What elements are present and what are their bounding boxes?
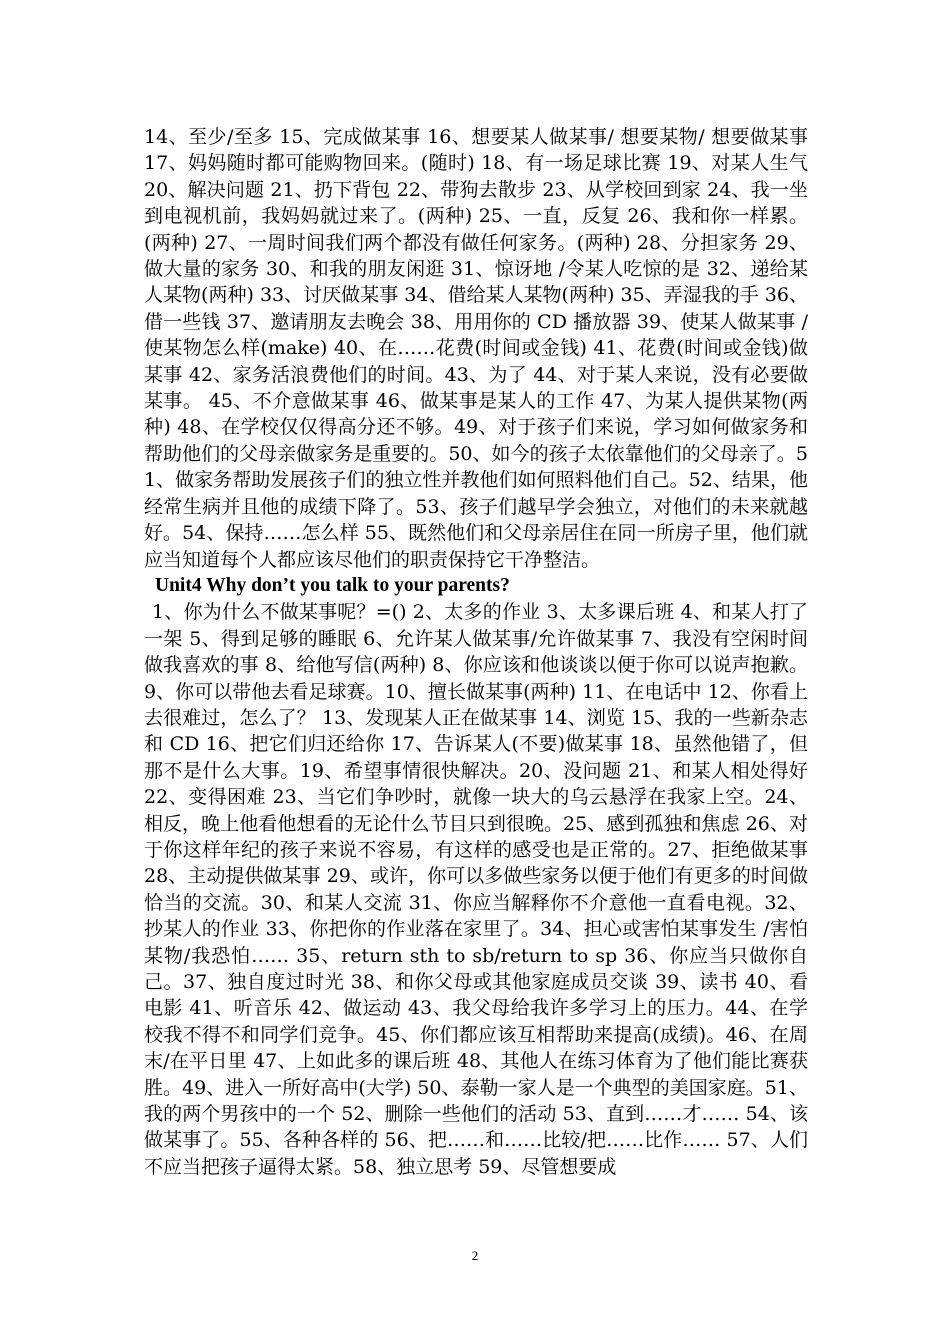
unit4-phrase-list: 1、你为什么不做某事呢？=() 2、太多的作业 3、太多课后班 4、和某人打了一架 5、得到足够的睡眠 6、允许某人做某事/允许做某事 7、我没有空闲时间做我喜欢的事 8、给他写信(两种) 8、你应该和他谈谈以便于你可以说声抱歉。9、你可以带他去看足球赛。10、擅长做某事(两种) 11、在电话中 12、你看上去很难过，怎么了？ 13、发现某人正在做某事 14、浏览 15、我的一些新杂志和 CD 16、把它们归还给你 17、告诉某人(不要)做某事 18、虽然他错了，但那不是什么大事。19、希望事情很快解决。20、没问题 21、和某人相处得好 22、变得困难 23、当它们争吵时，就像一块大的乌云悬浮在我家上空。24、相反，晚上他看他想看的无论什么节目只到很晚。25、感到孤独和焦虑 26、对于你这样年纪的孩子来说不容易，有这样的感受也是正常的。27、拒绝做某事 28、主动提供做某事 29、或许，你可以多做些家务以便于他们有更多的时间做恰当的交流。30、和某人交流 31、你应当解释你不介意他一直看电视。32、抄某人的作业 33、你把你的作业落在家里了。34、担心或害怕某事发生 /害怕某物/我恐怕…… 35、return sth to sb/return to sp 36、你应当只做你自己。37、独自度过时光 38、和你父母或其他家庭成员交谈 39、读书 40、看电影 41、听音乐 42、做运动 43、我父母给我许多学习上的压力。44、在学校我不得不和同学们竞争。45、你们都应该互相帮助来提高(成绩)。46、在周末/在平日里 47、上如此多的课后班 48、其他人在练习体育为了他们能比赛获胜。49、进入一所好高中(大学) 50、泰勒一家人是一个典型的美国家庭。51、我的两个男孩中的一个 52、删除一些他们的活动 53、直到……才…… 54、该做某事了。55、各种各样的 56、把……和……比较/把……比作…… 57、人们不应当把孩子逼得太紧。58、独立思考 59、尽管想要成 [144, 601, 808, 1178]
unit3-phrase-list: 14、至少/至多 15、完成做某事 16、想要某人做某事/ 想要某物/ 想要做某事 17、妈妈随时都可能购物回来。(随时) 18、有一场足球比赛 19、对某人生气 20、解决问题 21、扔下背包 22、带狗去散步 23、从学校回到家 24、我一坐到电视机前，我妈妈就过来了。(两种) 25、一直，反复 26、我和你一样累。(两种) 27、一周时间我们两个都没有做任何家务。(两种) 28、分担家务 29、做大量的家务 30、和我的朋友闲逛 31、惊讶地 /令某人吃惊的是 32、递给某人某物(两种) 33、讨厌做某事 34、借给某人某物(两种) 35、弄湿我的手 36、借一些钱 37、邀请朋友去晚会 38、用用你的 CD 播放器 39、使某人做某事 /使某物怎么样(make) 40、在……花费(时间或金钱) 41、花费(时间或金钱)做某事 42、家务活浪费他们的时间。43、为了 44、对于某人来说，没有必要做某事。 45、不介意做某事 46、做某事是某人的工作 47、为某人提供某物(两种) 48、在学校仅仅得高分还不够。49、对于孩子们来说，学习如何做家务和帮助他们的父母亲做家务是重要的。50、如今的孩子太依靠他们的父母亲了。51、做家务帮助发展孩子们的独立性并教他们如何照料他们自己。52、结果，他经常生病并且他的成绩下降了。53、孩子们越早学会独立，对他们的未来就越好。54、保持……怎么样 55、既然他们和父母亲居住在同一所房子里，他们就应当知道每个人都应该尽他们的职责保持它干净整洁。 [144, 126, 808, 571]
document-body [144, 124, 808, 1180]
unit4-heading: Unit4 Why don’t you talk to your parents? [155, 574, 510, 596]
page-number: 2 [471, 1248, 479, 1263]
